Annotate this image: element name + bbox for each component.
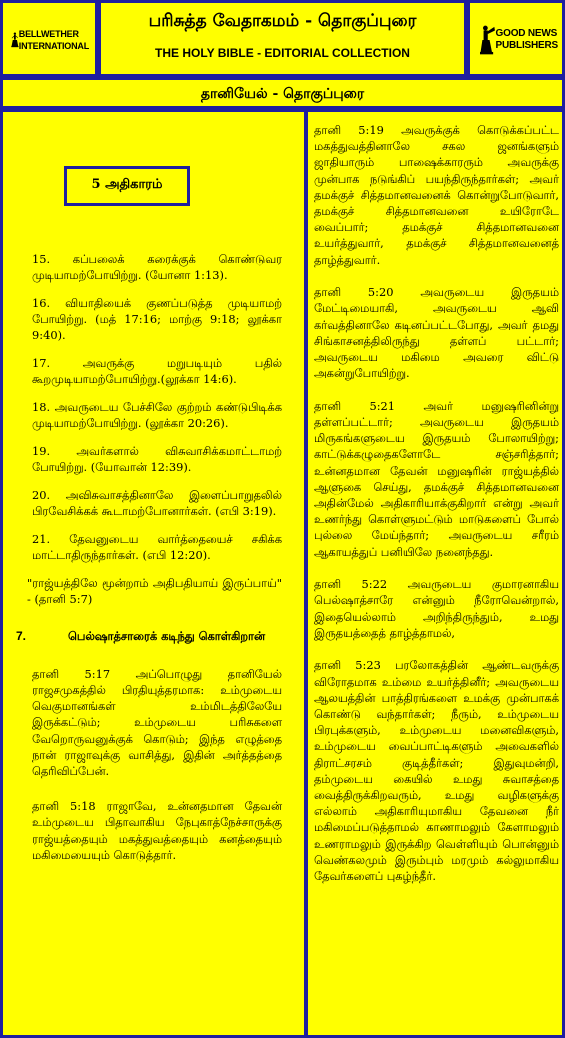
list-item: 18. அவருடைய பேச்சிலே குற்றம் கண்டுபிடிக்க முடியாமற்போயிற்று. (லூக்கா 20:26). bbox=[32, 400, 282, 431]
bell-ringer-icon bbox=[11, 14, 19, 66]
right-column bbox=[314, 122, 559, 901]
title-english: THE HOLY BIBLE - EDITORIAL COLLECTION bbox=[155, 46, 410, 60]
verse-paragraph: தானி 5:21 அவர் மனுஷரினின்று தள்ளப்பட்டார்; அவருடைய இருதயம் மிருகங்களுடைய இருதயம் போலாயிற்று; காட்டுக்கழுதைகளோடே சஞ்சரித்தார்; உன்னதமான தேவன் மனுஷரின் ராஜ்யத்தில் ஆளுகை செய்து, தமக்குச் சித்தமானவனை அதின்மேல் அதிகாரியாக்குகிறார் என்று அவர் உணர்ந்து கொள்ளுமட்டும் மாடுகளைப் போல் புல்லை மேய்ந்தார்; அவருடைய சரீரம் ஆகாயத்துப் பனியிலே நனைந்தது. bbox=[314, 398, 559, 559]
list-item: 16. வியாதியைக் குணப்படுத்த முடியாமற் போயிற்று. (மத் 17:16; மாற்கு 9:18; லூக்கா 9:40). bbox=[32, 296, 282, 343]
section-heading bbox=[16, 628, 282, 644]
verse-paragraph: தானி 5:18 ராஜாவே, உன்னதமான தேவன் உம்முடைய பிதாவாகிய நேபுகாத்நேச்சாருக்கு ராஜ்யத்தையும் மகத்துவத்தையும் கனத்தையும் மகிமையையும் கொடுத்தார். bbox=[32, 799, 282, 862]
title-tamil: பரிசுத்த வேதாகமம் - தொகுப்புரை bbox=[148, 11, 417, 31]
list-item: 17. அவருக்கு மறுபடியும் பதில் கூறமுடியாமற்போயிற்று.(லூக்கா 14:6). bbox=[32, 356, 282, 387]
verse-paragraph: தானி 5:22 அவருடைய குமாரனாகிய பெல்ஷாத்சாரே என்னும் நீரோவென்றால், இதையெல்லாம் அறிந்திருந்தும், உமது இருதயத்தைத் தாழ்த்தாமல், bbox=[314, 577, 559, 640]
left-column bbox=[16, 251, 282, 882]
list-item: 19. அவர்களால் விசுவாசிக்கமாட்டாமற் போயிற்று. (யோவான் 12:39). bbox=[32, 444, 282, 475]
verse-paragraph: தானி 5:20 அவருடைய இருதயம் மேட்டிமையாகி, அவருடைய ஆவி கர்வத்தினாலே கடினப்பட்டபோது, அவர் தமது சிங்காசனத்திலிருந்து தள்ளப் பட்டார்; அவருடைய மகிமை அவரை விட்டு அகன்றுபோயிற்று. bbox=[314, 285, 559, 381]
verse-paragraph: தானி 5:17 அப்பொழுது தானியேல் ராஜசமுகத்தில் பிரதியுத்தரமாக: உம்முடைய வெகுமானங்கள் உம்மிடத்திலேயே இருக்கட்டும்; உம்முடைய பரிசுகளை வேறொருவனுக்குக் கொடும்; இந்த எழுத்தை நான் ராஜாவுக்கு வாசித்து, இதின் அர்த்தத்தை தெரிவிப்பேன். bbox=[32, 666, 282, 779]
column-divider bbox=[304, 112, 308, 1038]
subtitle: தானியேல் - தொகுப்புரை bbox=[200, 86, 365, 102]
trumpeter-icon bbox=[480, 14, 496, 66]
list-item: 20. அவிசுவாசத்தினாலே இளைப்பாறுதலில் பிரவேசிக்கக் கூடாமற்போனார்கள். (எபி 3:19). bbox=[32, 488, 282, 519]
list-item: 21. தேவனுடைய வார்த்தையைச் சகிக்க மாட்டாதிருந்தார்கள். (எபி 12:20). bbox=[32, 532, 282, 563]
bellwether-logo-box bbox=[0, 0, 98, 77]
quote-line: "ராஜ்யத்திலே மூன்றாம் அதிபதியாய் இருப்பாய்" - (தானி 5:7) bbox=[27, 576, 282, 607]
title-box bbox=[98, 0, 467, 77]
section-title: பெல்ஷாத்சாரைக் கடிந்து கொள்கிறான் bbox=[68, 628, 266, 643]
subtitle-box bbox=[0, 77, 565, 109]
section-number: 7. bbox=[16, 628, 27, 643]
bellwether-logo-text: BELLWETHER INTERNATIONAL bbox=[18, 29, 89, 51]
chapter-label: 5 அதிகாரம் bbox=[64, 166, 190, 206]
verse-paragraph: தானி 5:19 அவருக்குக் கொடுக்கப்பட்ட மகத்துவத்தினாலே சகல ஜனங்களும் ஜாதியாரும் பாஷைக்காரரும் அவருக்கு முன்பாக நடுங்கிப் பயந்திருந்தார்கள்; அவர் தமக்குச் சித்தமானவனைக் கொன்றுபோடுவார், தமக்குச் சித்தமானவனை உயிரோடே வைப்பார்; தமக்குச் சித்தமானவனை உயர்த்துவார், தமக்குச் சித்தமானவனைத் தாழ்த்துவார். bbox=[314, 123, 559, 267]
list-item: 15. கப்பலைக் கரைக்குக் கொண்டுவர முடியாமற்போயிற்று. (யோனா 1:13). bbox=[32, 252, 282, 283]
good-news-logo-box bbox=[467, 0, 565, 77]
verse-paragraph: தானி 5:23 பரலோகத்தின் ஆண்டவருக்கு விரோதமாக உம்மை உயர்த்தினீர்; அவருடைய ஆலயத்தின் பாத்திரங்களை உமக்கு முன்பாகக் கொண்டு வந்தார்கள்; நீரும், உம்முடைய பிரபுக்களும், உம்முடைய மனைவிகளும், உம்முடைய வைப்பாட்டிகளும் அவைகளில் திராட்சரசம் குடித்தீர்கள்; இதுவுமன்றி, தம்முடைய கையில் உமது சுவாசத்தை வைத்திருக்கிறவரும், உமது வழிகளுக்கு எல்லாம் அதிகாரியுமாகிய தேவனை நீர் மகிமைப்படுத்தாமல் காணாமலும் கேளாமலும் உணராமலும் இருக்கிற வெள்ளியும் பொன்னும் வெண்கலமும் இரும்பும் மரமும் கல்லுமாகிய தேவர்களைப் புகழ்ந்தீர். bbox=[314, 658, 559, 884]
good-news-logo-text: GOOD NEWS PUBLISHERS bbox=[495, 28, 558, 51]
